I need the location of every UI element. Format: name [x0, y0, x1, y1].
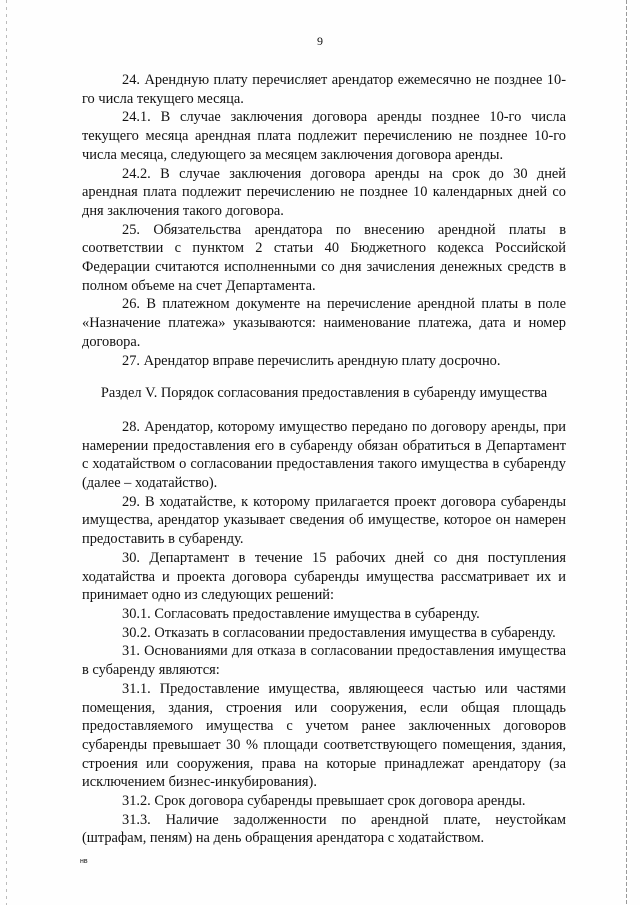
scan-edge-left: [6, 0, 7, 905]
scan-edge-right: [626, 0, 627, 905]
paragraph-30-1: 30.1. Согласовать предоставление имущества в субаренду.: [122, 605, 480, 622]
section-title: Раздел V. Порядок согласования предоставления в субаренду имущества: [100, 385, 548, 402]
paragraph-27: 27. Арендатор вправе перечислить арендную плату досрочно.: [122, 352, 501, 369]
paragraph-24-2: 24.2. В случае заключения договора аренды на срок до 30 дней арендная плата подлежит перечислению не позднее 10 календарных дней со дня заключения такого договора.: [82, 165, 566, 219]
paragraph-30: 30. Департамент в течение 15 рабочих дней со дня поступления ходатайства и проекта договора субаренды имущества рассматривает их и принимает одно из следующих решений:: [82, 549, 566, 604]
paragraph-28: 28. Арендатор, которому имущество передано по договору аренды, при намерении предоставления его в субаренду обязан обратиться в Департамент с ходатайством о согласовании предоставления такого имущества в субаренду (далее – ходатайство).: [82, 418, 566, 492]
document-body: [82, 71, 566, 848]
paragraph-30-2: 30.2. Отказать в согласовании предоставления имущества в субаренду.: [122, 624, 556, 641]
footer-mark: нв: [80, 858, 88, 865]
paragraph-29: 29. В ходатайстве, к которому прилагается проект договора субаренды имущества, арендатор указывает сведения об имуществе, которое он намерен предоставить в субаренду.: [82, 493, 566, 548]
paragraph-31-2: 31.2. Срок договора субаренды превышает срок договора аренды.: [122, 793, 526, 810]
paragraph-31-3: 31.3. Наличие задолженности по арендной плате, неустойкам (штрафам, пеням) на день обращения арендатора с ходатайством.: [82, 811, 566, 847]
paragraph-24-1: 24.1. В случае заключения договора аренды позднее 10-го числа текущего месяца арендная плата подлежит перечислению не позднее 10-го числа месяца, следующего за месяцем заключения договора аренды.: [82, 109, 566, 163]
paragraph-31-1: 31.1. Предоставление имущества, являющееся частью или частями помещения, здания, строения или сооружения, если общая площадь предоставляемого имущества с учетом ранее заключенных договоров субаренды превышает 30 % площади соответствующего помещения, здания, строения или сооружения, права на которые принадлежат арендатору (за исключением бизнес-инкубирования).: [82, 680, 566, 791]
page-number: 9: [317, 34, 323, 48]
paragraph-25: 25. Обязательства арендатора по внесению арендной платы в соответствии с пунктом 2 статьи 40 Бюджетного кодекса Российской Федерации считаются исполненными со дня зачисления денежных средств в полном объеме на счет Департамента.: [82, 221, 566, 294]
paragraph-26: 26. В платежном документе на перечисление арендной платы в поле «Назначение платежа» указываются: наименование платежа, дата и номер договора.: [82, 296, 566, 350]
paragraph-24: 24. Арендную плату перечисляет арендатор ежемесячно не позднее 10-го числа текущего месяца.: [82, 72, 566, 107]
paragraph-31: 31. Основаниями для отказа в согласовании предоставления имущества в субаренду являются:: [82, 643, 566, 679]
